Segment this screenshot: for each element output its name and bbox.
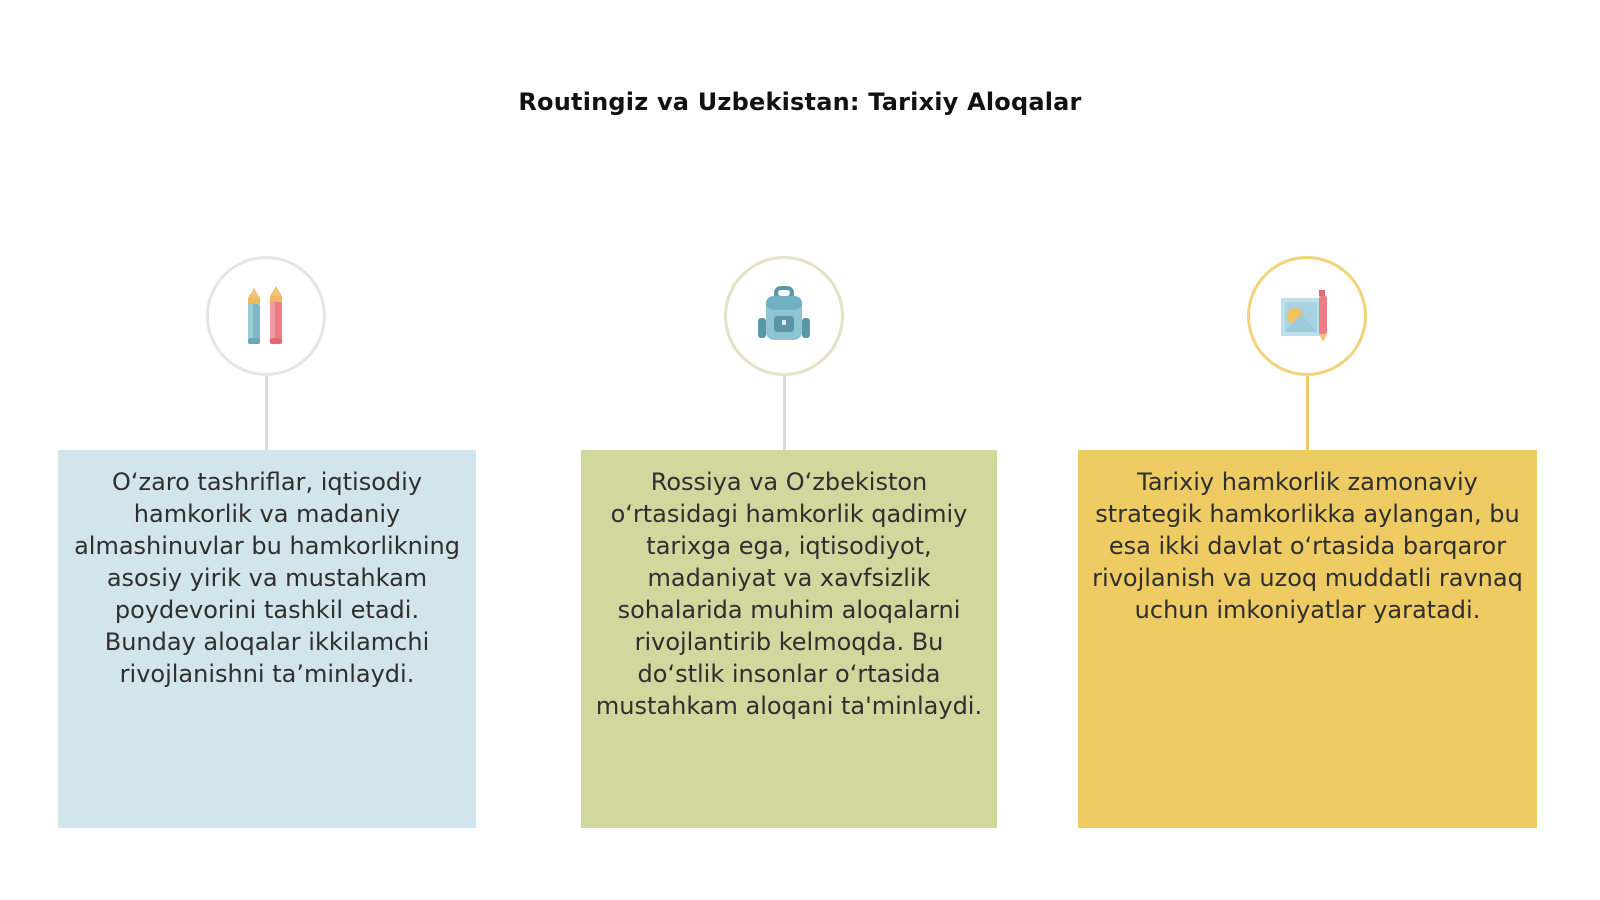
connector-1 xyxy=(265,376,268,450)
icon-circle-1 xyxy=(206,256,326,376)
pencils-icon xyxy=(238,284,294,348)
icon-circle-2 xyxy=(724,256,844,376)
slide-title: Routingiz va Uzbekistan: Tarixiy Aloqalar xyxy=(518,88,1082,116)
card-text: Tarixiy hamkorlik zamonaviy strategik hamkorlikka aylangan, bu esa ikki davlat o‘rtasida barqaror rivojlanish va uzoq muddatli ravnaq uchun imkoniyatlar yaratadi. xyxy=(1092,468,1523,624)
backpack-icon xyxy=(752,284,816,348)
icon-circle-3 xyxy=(1247,256,1367,376)
card-3 xyxy=(1078,450,1537,828)
card-2 xyxy=(581,450,997,828)
connector-3 xyxy=(1306,376,1309,450)
connector-2 xyxy=(783,376,786,450)
card-text: Rossiya va O‘zbekiston o‘rtasidagi hamkorlik qadimiy tarixga ega, iqtisodiyot, madaniyat va xavfsizlik sohalarida muhim aloqalarni rivojlantirib kelmoqda. Bu do‘stlik insonlar o‘rtasida mustahkam aloqani ta'minlaydi. xyxy=(595,468,983,720)
card-1 xyxy=(58,450,476,828)
card-text: O‘zaro tashriflar, iqtisodiy hamkorlik va madaniy almashinuvlar bu hamkorlikning asosiy yirik va mustahkam poydevorini tashkil etadi. Bunday aloqalar ikkilamchi rivojlanishni ta’minlaydi. xyxy=(74,468,460,688)
canvas-pencil-icon xyxy=(1275,284,1339,348)
